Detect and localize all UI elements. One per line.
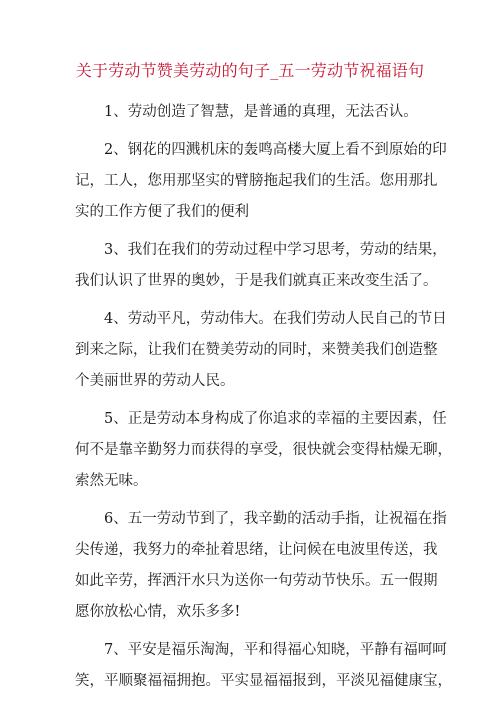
paragraph-line: 何不是靠辛勤努力而获得的享受，很快就会变得枯燥无聊，: [75, 442, 452, 458]
article-title: 关于劳动节赞美劳动的句子_五一劳动节祝福语句: [75, 61, 425, 80]
paragraph-6: [0, 504, 500, 628]
paragraph-line: 3、我们在我们的劳动过程中学习思考，劳动的结果，: [104, 242, 447, 258]
paragraph-3: [0, 235, 500, 297]
paragraph-4: [0, 304, 500, 397]
paragraph-line: 索然无味。: [75, 473, 148, 489]
paragraph-line: 我们认识了世界的奥妙，于是我们就真正来改变生活了。: [75, 273, 438, 289]
paragraph-line: 个美丽世界的劳动人民。: [75, 373, 235, 389]
paragraph-line: 2、钢花的四溅机床的轰鸣高楼大厦上看不到原始的印: [104, 142, 447, 158]
paragraph-line: 6、五一劳动节到了，我辛勤的活动手指，让祝福在指: [104, 511, 447, 527]
paragraph-2: [0, 135, 500, 228]
paragraph-line: 记，工人，您用那坚实的臂膀拖起我们的生活。您用那扎: [75, 173, 438, 189]
paragraph-line: 如此辛劳，挥洒汗水只为送你一句劳动节快乐。五一假期: [75, 573, 438, 589]
paragraph-line: 1、劳动创造了智慧，是普通的真理，无法否认。: [104, 104, 418, 120]
paragraph-line: 5、正是劳动本身构成了你追求的幸福的主要因素，任: [104, 411, 447, 427]
paragraph-line: 到来之际，让我们在赞美劳动的同时，来赞美我们创造整: [75, 342, 438, 358]
paragraph-line: 尖传递，我努力的牵扯着思绪，让问候在电波里传送，我: [75, 542, 438, 558]
paragraph-line: 笑，平顺聚福福拥抱。平实显福福报到，平淡见福健康宝，: [75, 673, 452, 689]
paragraph-line: 实的工作方便了我们的便利: [75, 204, 249, 220]
paragraph-5: [0, 404, 500, 497]
article-body: [0, 97, 500, 704]
paragraph-line: 4、劳动平凡，劳动伟大。在我们劳动人民自己的节日: [104, 311, 447, 327]
paragraph-1: [0, 97, 500, 128]
paragraph-line: 愿你放松心情，欢乐多多!: [75, 604, 241, 620]
paragraph-line: 7、平安是福乐淘淘，平和得福心知晓，平静有福呵呵: [104, 642, 447, 658]
paragraph-7: [0, 635, 500, 697]
